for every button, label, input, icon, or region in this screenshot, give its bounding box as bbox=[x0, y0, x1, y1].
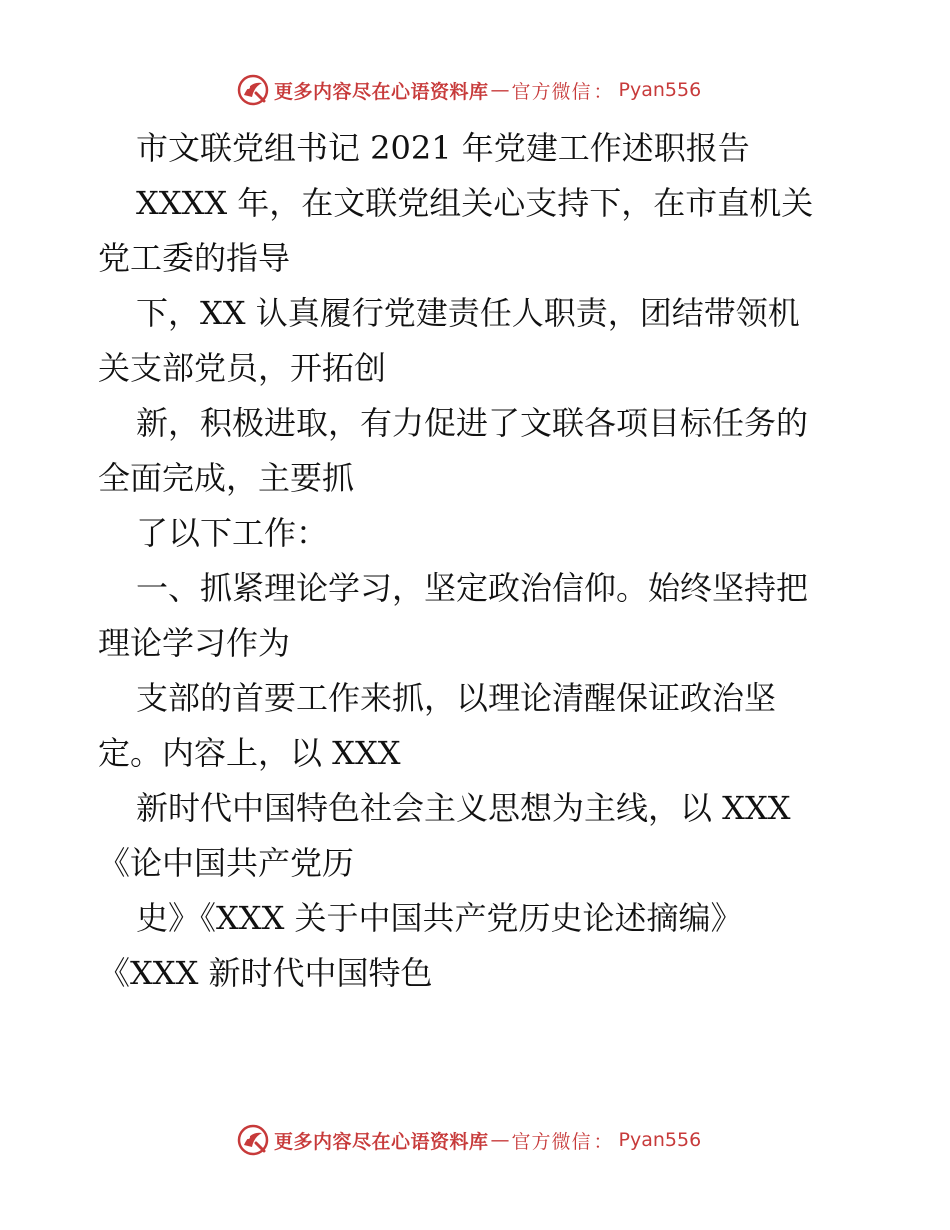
footer-watermark bbox=[236, 1122, 701, 1158]
watermark-brand: 更多内容尽在心语资料库 bbox=[274, 1130, 489, 1153]
watermark-separator: ： bbox=[593, 80, 613, 103]
watermark-dash: — bbox=[490, 1129, 510, 1151]
document-line: 《论中国共产党历 bbox=[98, 844, 355, 882]
watermark-brand: 更多内容尽在心语资料库 bbox=[274, 80, 489, 103]
document-line: 理论学习作为 bbox=[98, 624, 291, 662]
watermark-subtitle: 官方微信 bbox=[511, 80, 592, 103]
document-line: 支部的首要工作来抓，以理论清醒保证政治坚 bbox=[136, 679, 777, 717]
document-line: 新时代中国特色社会主义思想为主线，以 XXX bbox=[136, 789, 791, 827]
document-line: 下，XX 认真履行党建责任人职责，团结带领机 bbox=[136, 294, 800, 332]
document-line: 《XXX 新时代中国特色 bbox=[98, 954, 433, 992]
document-line: 新，积极进取，有力促进了文联各项目标任务的 bbox=[136, 404, 809, 442]
brand-logo-icon bbox=[236, 1123, 270, 1157]
document-line: 一、抓紧理论学习，坚定政治信仰。始终坚持把 bbox=[136, 569, 809, 607]
document-line: 市文联党组书记 2021 年党建工作述职报告 bbox=[136, 129, 750, 167]
document-line: 关支部党员，开拓创 bbox=[98, 349, 387, 387]
watermark-dash: — bbox=[490, 79, 510, 101]
document-line: 了以下工作： bbox=[136, 514, 329, 552]
document-line: XXXX 年，在文联党组关心支持下，在市直机关 bbox=[136, 184, 814, 222]
watermark-account: Pyan556 bbox=[618, 1129, 702, 1151]
document-body bbox=[98, 121, 878, 1001]
header-watermark bbox=[236, 72, 701, 108]
document-line: 党工委的指导 bbox=[98, 239, 291, 277]
brand-logo-icon bbox=[236, 73, 270, 107]
watermark-account: Pyan556 bbox=[618, 79, 702, 101]
document-line: 史》《XXX 关于中国共产党历史论述摘编》 bbox=[136, 899, 743, 937]
watermark-separator: ： bbox=[593, 1130, 613, 1153]
document-line: 全面完成，主要抓 bbox=[98, 459, 355, 497]
document-line: 定。内容上，以 XXX bbox=[98, 734, 401, 772]
watermark-subtitle: 官方微信 bbox=[511, 1130, 592, 1153]
